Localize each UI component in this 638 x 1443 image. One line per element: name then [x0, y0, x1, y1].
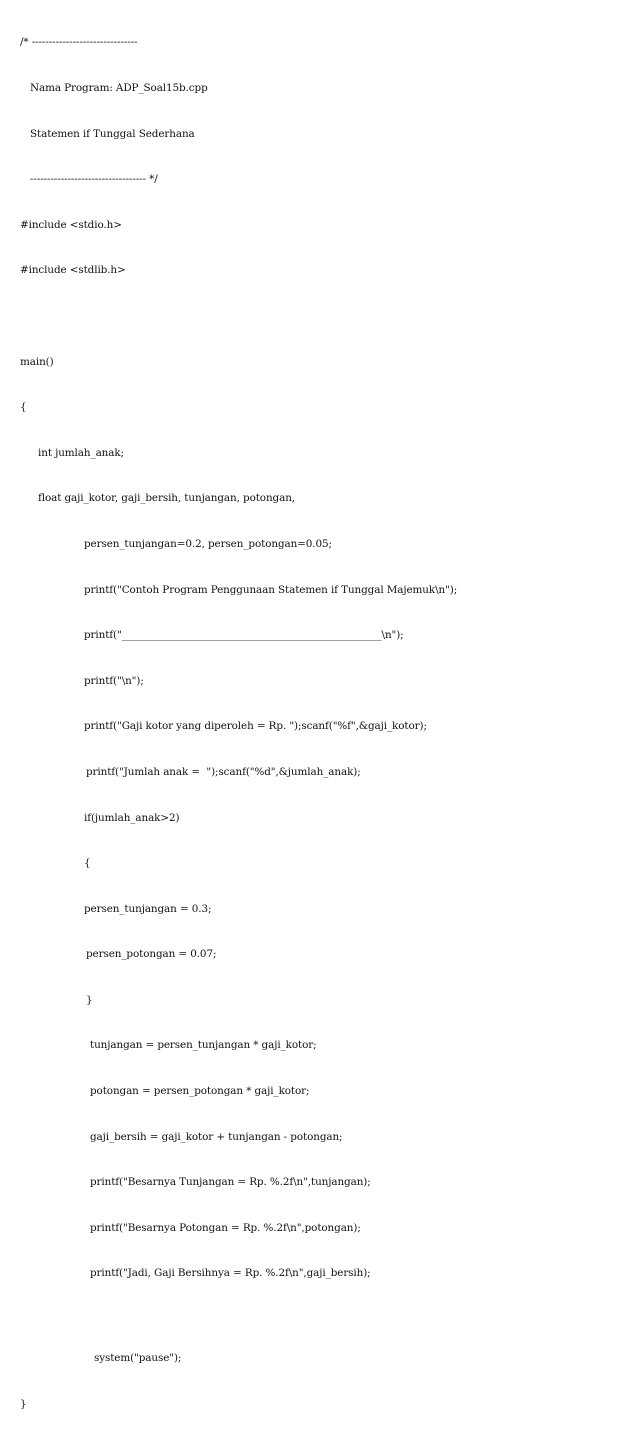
tunjangan-calc-line: tunjangan = persen_tunjangan * gaji_kotor; — [90, 1039, 317, 1052]
float-declaration: float gaji_kotor, gaji_bersih, tunjangan, potongan, — [38, 492, 295, 505]
gaji-bersih-calc-line: gaji_bersih = gaji_kotor + tunjangan - potongan; — [90, 1130, 343, 1143]
printf-title-line: printf("Contoh Program Penggunaan Statemen if Tunggal Majemuk\n"); — [84, 583, 458, 596]
printf-potongan-line: printf("Besarnya Potongan = Rp. %.2f\n",potongan); — [90, 1221, 361, 1234]
comment-close: ---------------------------------- */ — [30, 173, 158, 186]
if-close-brace: } — [86, 993, 93, 1006]
program-title: Nama Program: ADP_Soal15b.cpp — [30, 82, 208, 94]
main-open-brace: { — [20, 401, 27, 414]
int-declaration: int jumlah_anak; — [38, 446, 124, 459]
main-close-brace: } — [20, 1398, 27, 1411]
gaji-kotor-input-line: printf("Gaji kotor yang diperoleh = Rp. ");scanf("%f",&gaji_kotor); — [84, 720, 427, 733]
include-stdio: #include <stdio.h> — [20, 218, 122, 231]
init-line: persen_tunjangan=0.2, persen_potongan=0.05; — [84, 537, 332, 550]
tunjangan-assign-line: persen_tunjangan = 0.3; — [84, 902, 212, 915]
printf-tunjangan-line: printf("Besarnya Tunjangan = Rp. %.2f\n",tunjangan); — [90, 1176, 371, 1189]
main-declaration: main() — [20, 355, 54, 368]
system-pause-line: system("pause"); — [94, 1352, 182, 1365]
if-statement-line: if(jumlah_anak>2) — [84, 811, 180, 824]
spacer — [20, 1312, 632, 1321]
printf-newline-line: printf("\n"); — [84, 674, 144, 687]
printf-underline-line: printf("___________________________________________________\n"); — [84, 629, 404, 642]
if-open-brace: { — [84, 857, 91, 870]
include-stdlib: #include <stdlib.h> — [20, 264, 126, 277]
comment-open: /* ------------------------------- — [20, 36, 138, 49]
program-subtitle: Statemen if Tunggal Sederhana — [30, 127, 195, 140]
printf-gaji-bersih-line: printf("Jadi, Gaji Bersihnya = Rp. %.2f\n",gaji_bersih); — [90, 1267, 371, 1280]
source-code-block — [20, 5, 632, 1443]
jumlah-anak-input-line: printf("Jumlah anak = ");scanf("%d",&jumlah_anak); — [86, 765, 361, 778]
blank-line — [20, 309, 632, 324]
potongan-calc-line: potongan = persen_potongan * gaji_kotor; — [90, 1085, 310, 1098]
potongan-assign-line: persen_potongan = 0.07; — [86, 948, 217, 961]
